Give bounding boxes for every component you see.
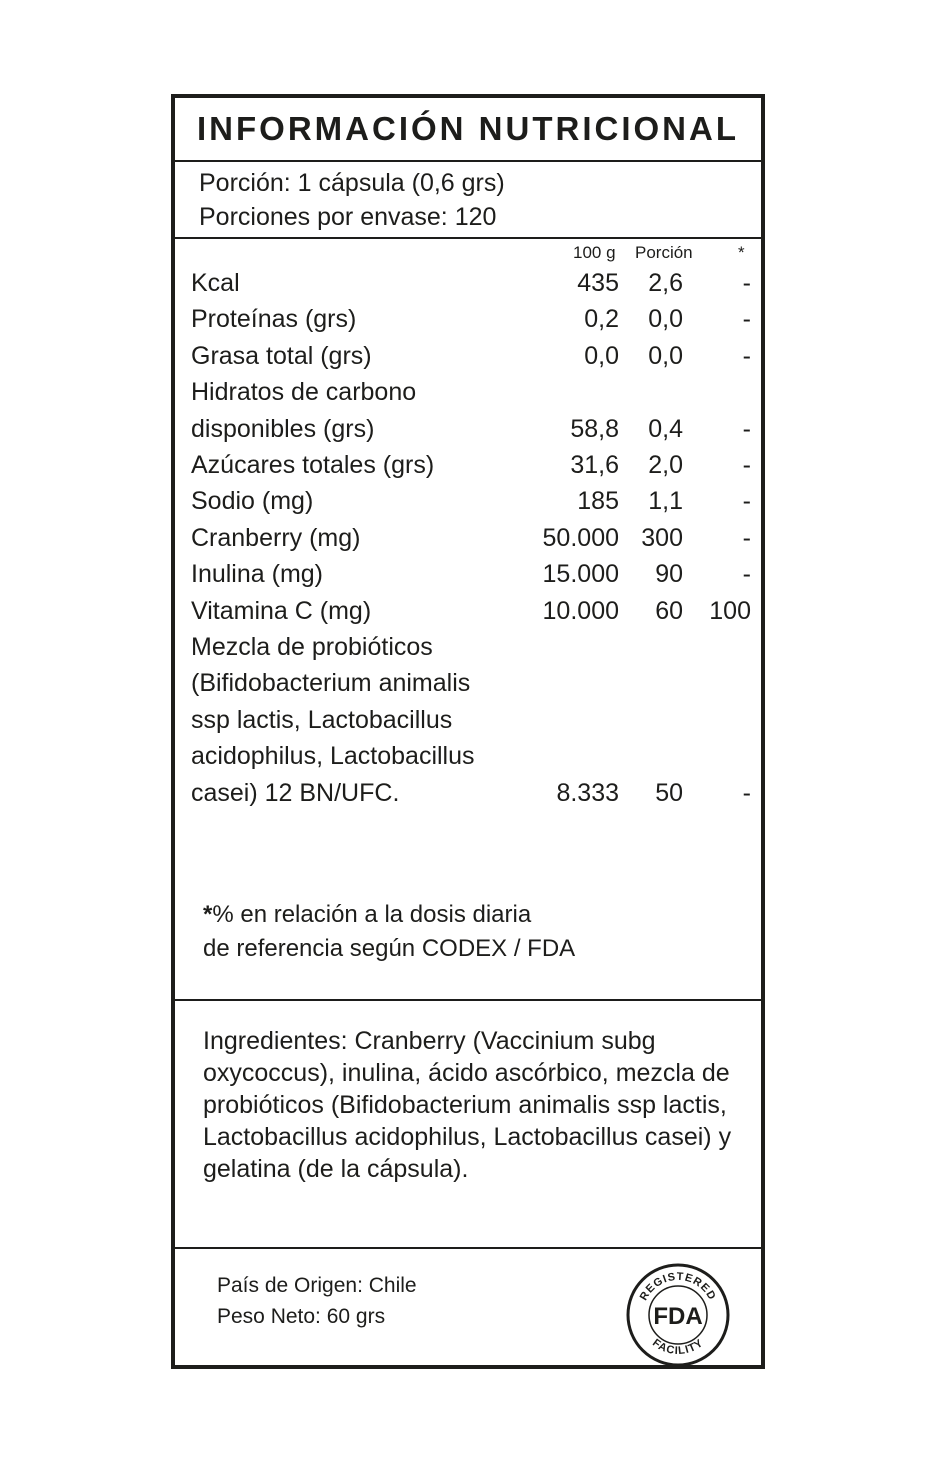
country-of-origin: País de Origen: Chile	[217, 1274, 417, 1297]
table-row	[175, 738, 761, 774]
footnote-star: *	[203, 901, 213, 928]
nutrient-name: Cranberry (mg)	[191, 523, 361, 552]
table-row	[175, 593, 761, 629]
divider	[175, 1247, 761, 1249]
value-100g: 15.000	[542, 560, 619, 589]
nutrient-name: Kcal	[191, 269, 240, 297]
seal-center-text: FDA	[653, 1303, 703, 1330]
column-header-100g: 100 g	[573, 243, 616, 262]
value-portion: 2,0	[648, 451, 683, 479]
nutrient-name: Sodio (mg)	[191, 487, 314, 516]
value-percent: -	[742, 269, 751, 297]
nutrition-label	[171, 94, 765, 1369]
nutrient-name: acidophilus, Lactobacillus	[191, 742, 475, 771]
value-100g: 0,2	[584, 305, 619, 334]
column-header-portion: Porción	[635, 243, 693, 262]
value-portion: 0,0	[648, 341, 683, 370]
value-portion: 90	[655, 560, 683, 589]
value-100g: 185	[577, 487, 619, 516]
divider	[175, 999, 761, 1001]
footnote-line2: de referencia según CODEX / FDA	[203, 935, 576, 962]
table-row	[175, 702, 761, 738]
nutrient-name: (Bifidobacterium animalis	[191, 669, 471, 698]
fda-registered-seal	[625, 1262, 731, 1368]
table-row	[175, 301, 761, 337]
value-percent: -	[742, 778, 751, 807]
ingredients-text: Ingredientes: Cranberry (Vaccinium subg oxycoccus), inulina, ácido ascórbico, mezcla de probióticos (Bifidobacterium animalis ssp lactis, Lactobacillus acidophilus, Lactobacillus casei) y gelatina (de la cápsula).	[203, 1027, 732, 1183]
value-percent: -	[742, 414, 751, 443]
serving-info	[199, 166, 505, 234]
nutrient-name: Grasa total (grs)	[191, 341, 372, 370]
table-row	[175, 629, 761, 665]
value-percent: 100	[709, 596, 751, 625]
value-percent: -	[742, 451, 751, 479]
value-100g: 31,6	[570, 451, 619, 479]
nutrient-name: Inulina (mg)	[191, 560, 323, 589]
nutrient-name: Proteínas (grs)	[191, 305, 357, 334]
table-row	[175, 374, 761, 410]
label-title: INFORMACIÓN NUTRICIONAL	[197, 110, 739, 147]
value-portion: 60	[655, 596, 683, 625]
table-row	[175, 265, 761, 301]
value-portion: 0,4	[648, 414, 683, 443]
divider	[175, 237, 761, 239]
footnote-line1: % en relación a la dosis diaria	[212, 901, 532, 928]
value-percent: -	[742, 523, 751, 552]
serving-size: Porción: 1 cápsula (0,6 grs)	[199, 169, 505, 197]
nutrient-name: Hidratos de carbono	[191, 378, 417, 407]
nutrient-name: ssp lactis, Lactobacillus	[191, 705, 453, 734]
nutrient-name: disponibles (grs)	[191, 414, 375, 443]
table-row	[175, 520, 761, 556]
column-header-percent: *	[738, 243, 745, 262]
nutrient-name: Vitamina C (mg)	[191, 596, 372, 625]
footnote	[203, 898, 575, 966]
value-portion: 300	[641, 523, 683, 552]
nutrient-name: Mezcla de probióticos	[191, 633, 433, 661]
value-portion: 50	[655, 778, 683, 807]
value-percent: -	[742, 487, 751, 516]
table-row	[175, 775, 761, 811]
origin-info	[217, 1270, 417, 1332]
seal-top-text: REGISTERED	[637, 1270, 719, 1303]
value-100g: 8.333	[556, 778, 619, 807]
nutrient-name: casei) 12 BN/UFC.	[191, 778, 400, 807]
seal-bottom-text: FACILITY	[650, 1336, 706, 1358]
value-portion: 1,1	[648, 487, 683, 516]
value-percent: -	[742, 305, 751, 334]
value-100g: 50.000	[542, 523, 619, 552]
svg-text:FACILITY	[650, 1337, 706, 1357]
value-portion: 2,6	[648, 269, 683, 297]
table-row	[175, 338, 761, 374]
table-row	[175, 411, 761, 447]
nutrient-name: Azúcares totales (grs)	[191, 451, 435, 479]
svg-text:REGISTERED	[638, 1271, 718, 1303]
net-weight: Peso Neto: 60 grs	[217, 1305, 386, 1328]
table-row	[175, 483, 761, 519]
table-row	[175, 556, 761, 592]
divider	[175, 160, 761, 162]
value-percent: -	[742, 560, 751, 589]
value-100g: 435	[577, 269, 619, 297]
value-100g: 0,0	[584, 341, 619, 370]
table-row	[175, 665, 761, 701]
value-100g: 10.000	[542, 596, 619, 625]
value-portion: 0,0	[648, 305, 683, 334]
value-percent: -	[742, 341, 751, 370]
value-100g: 58,8	[570, 414, 619, 443]
table-row	[175, 447, 761, 483]
servings-per-container: Porciones por envase: 120	[199, 203, 497, 231]
